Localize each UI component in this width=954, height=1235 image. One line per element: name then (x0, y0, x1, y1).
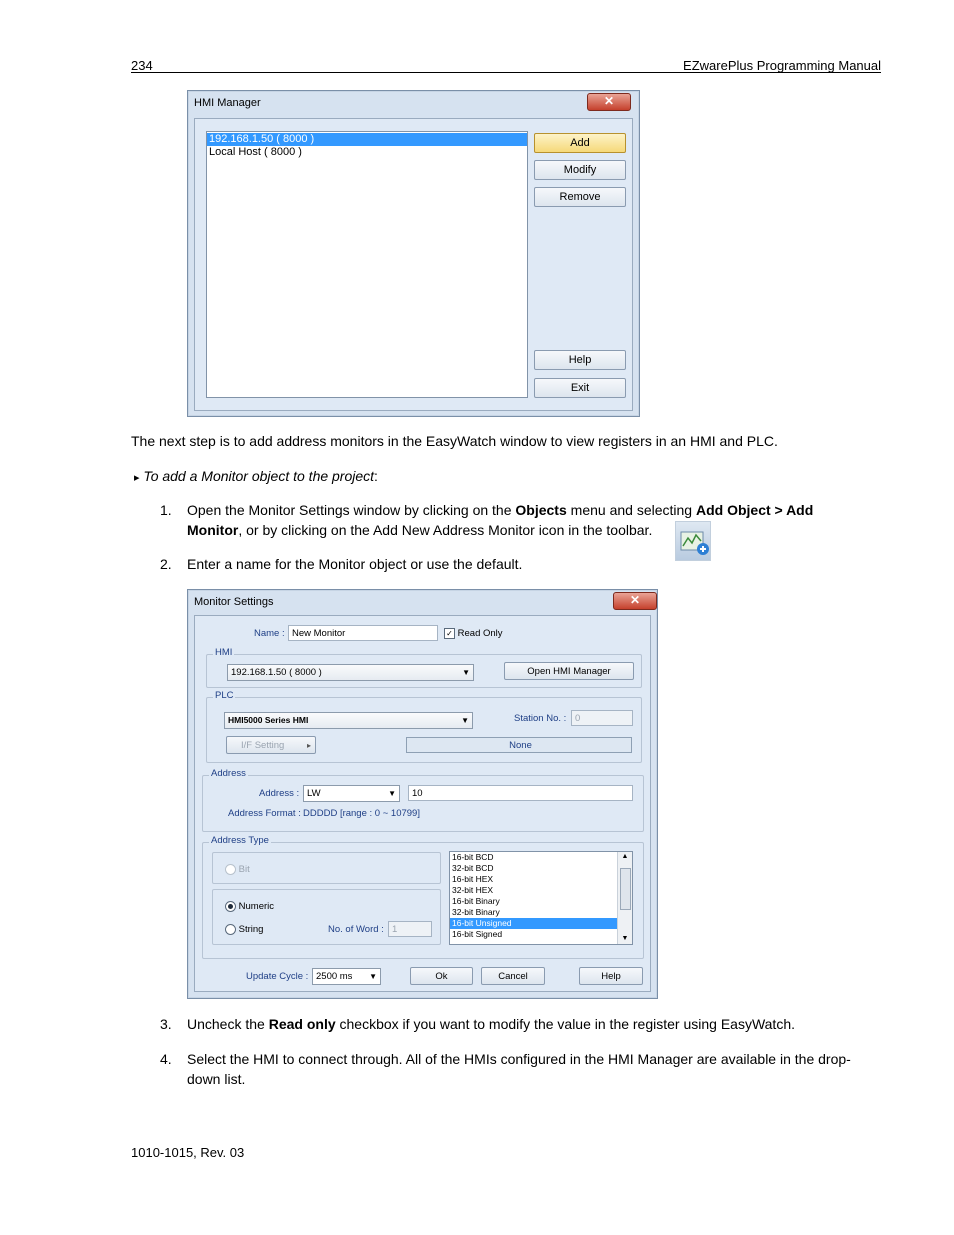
read-only-checkbox-row[interactable] (444, 628, 503, 639)
checkbox-name: Read only (268, 1016, 336, 1032)
name-label: Name : (254, 628, 285, 639)
plc-select-value: HMI5000 Series HMI (228, 715, 309, 725)
string-option[interactable] (225, 924, 263, 935)
ok-button[interactable]: Ok (410, 967, 473, 985)
procedure-heading (134, 466, 378, 488)
chevron-right-icon: ▸ (306, 741, 311, 750)
list-item-selected[interactable]: 16-bit Unsigned (450, 918, 618, 929)
numeric-option[interactable] (225, 901, 274, 912)
station-label: Station No. : (514, 713, 567, 724)
words-field[interactable]: 1 (388, 921, 432, 937)
scroll-up-icon[interactable]: ▲ (621, 853, 629, 860)
step-4-text (187, 1049, 887, 1089)
bit-radio[interactable] (225, 864, 236, 875)
list-item[interactable]: 32-bit Binary (452, 907, 500, 917)
string-radio[interactable] (225, 924, 236, 935)
dropdown-arrow-icon: ▼ (388, 789, 396, 798)
close-button[interactable]: ✕ (613, 592, 657, 610)
name-field[interactable]: New Monitor (288, 625, 438, 641)
update-cycle-value: 2500 ms (316, 971, 353, 982)
step-text: down list. (187, 1071, 246, 1087)
step-number: 3. (160, 1016, 172, 1032)
manual-title: EZwarePlus Programming Manual (683, 58, 881, 73)
document-number: 1010-1015, Rev. 03 (131, 1145, 245, 1160)
hmi-list[interactable] (206, 131, 528, 398)
scroll-thumb[interactable] (620, 868, 631, 910)
list-item[interactable]: Local Host ( 8000 ) (209, 146, 302, 158)
step-text: menu and selecting (566, 502, 696, 518)
address-label: Address : (259, 788, 300, 799)
data-format-list[interactable] (449, 851, 633, 945)
connection-status-field: None (406, 737, 632, 753)
procedure-colon: : (374, 468, 378, 484)
window-title: Monitor Settings (194, 596, 274, 608)
bit-option[interactable] (225, 864, 250, 875)
exit-button[interactable]: Exit (534, 378, 626, 398)
update-cycle-select[interactable] (312, 968, 381, 985)
step-number: 4. (160, 1051, 172, 1067)
string-label: String (238, 924, 264, 936)
step-text: Open the Monitor Settings window by clicking on the (187, 502, 516, 518)
step-text: , or by clicking on the Add New Address Monitor icon in the toolbar. (238, 522, 653, 538)
words-label: No. of Word : (328, 924, 384, 935)
address-format-label: Address Format : (228, 808, 301, 819)
add-monitor-icon (675, 521, 711, 561)
arrow-icon: ▸ (134, 472, 140, 484)
menu-name: Objects (515, 502, 567, 518)
bit-label: Bit (238, 864, 250, 876)
list-scrollbar[interactable] (617, 852, 632, 944)
address-group (202, 768, 644, 832)
list-item[interactable]: 32-bit BCD (452, 863, 494, 873)
if-setting-button[interactable] (226, 736, 316, 754)
add-button[interactable]: Add (534, 133, 626, 153)
address-format-value: DDDDD [range : 0 ~ 10799] (303, 808, 420, 819)
step-number: 2. (160, 556, 172, 572)
monitor-settings-window (187, 589, 658, 999)
header-rule (131, 72, 881, 73)
window-title: HMI Manager (194, 97, 261, 109)
numeric-label: Numeric (238, 901, 275, 913)
help-button[interactable]: Help (579, 967, 643, 985)
hmi-select-value: 192.168.1.50 ( 8000 ) (231, 667, 322, 678)
address-type-value: LW (307, 788, 321, 799)
read-only-checkbox[interactable]: ✓ (444, 628, 455, 639)
intro-paragraph: The next step is to add address monitors in the EasyWatch window to view registers in an HMI and PLC. (131, 433, 778, 449)
help-button[interactable]: Help (534, 350, 626, 370)
hmi-manager-window (187, 90, 640, 417)
address-group-label: Address (211, 768, 246, 779)
address-field[interactable]: 10 (408, 785, 633, 801)
menu-path: Add Object > Add (695, 502, 814, 518)
step-3-text (187, 1014, 887, 1034)
step-text: checkbox if you want to modify the value in the register using EasyWatch. (335, 1016, 795, 1032)
page-number: 234 (131, 58, 153, 73)
numeric-radio[interactable] (225, 901, 236, 912)
list-item[interactable]: 192.168.1.50 ( 8000 ) (207, 133, 527, 146)
procedure-title: To add a Monitor object to the project (143, 468, 375, 484)
scroll-down-icon[interactable]: ▼ (621, 935, 629, 942)
remove-button[interactable]: Remove (534, 187, 626, 207)
dropdown-arrow-icon: ▼ (369, 972, 377, 981)
if-setting-label: I/F Setting (241, 740, 285, 751)
step-text: Uncheck the (187, 1016, 269, 1032)
close-button[interactable]: ✕ (587, 93, 631, 111)
list-item[interactable]: 16-bit Binary (452, 896, 500, 906)
dropdown-arrow-icon: ▼ (462, 668, 470, 677)
list-item[interactable]: 16-bit BCD (452, 852, 494, 862)
step-text: Select the HMI to connect through. All of the HMIs configured in the HMI Manager are available in the drop- (187, 1051, 851, 1067)
list-item[interactable]: 32-bit HEX (452, 885, 494, 895)
list-item[interactable]: 16-bit HEX (452, 874, 494, 884)
station-field[interactable]: 0 (571, 710, 633, 726)
hmi-select[interactable] (227, 664, 474, 681)
plc-group-label: PLC (215, 690, 234, 701)
menu-path: Monitor (187, 522, 239, 538)
step-1-text (187, 500, 877, 540)
update-cycle-label: Update Cycle : (246, 971, 309, 982)
step-2-text: Enter a name for the Monitor object or use the default. (187, 556, 523, 572)
address-type-group-label: Address Type (211, 835, 269, 846)
open-hmi-manager-button[interactable]: Open HMI Manager (504, 662, 634, 680)
list-item[interactable]: 16-bit Signed (452, 929, 503, 939)
address-type-select[interactable] (303, 785, 400, 802)
plc-select[interactable] (224, 712, 473, 729)
dropdown-arrow-icon: ▼ (461, 716, 469, 725)
hmi-group-label: HMI (215, 647, 233, 658)
modify-button[interactable]: Modify (534, 160, 626, 180)
cancel-button[interactable]: Cancel (481, 967, 545, 985)
read-only-label: Read Only (457, 628, 503, 640)
step-number: 1. (160, 502, 172, 518)
